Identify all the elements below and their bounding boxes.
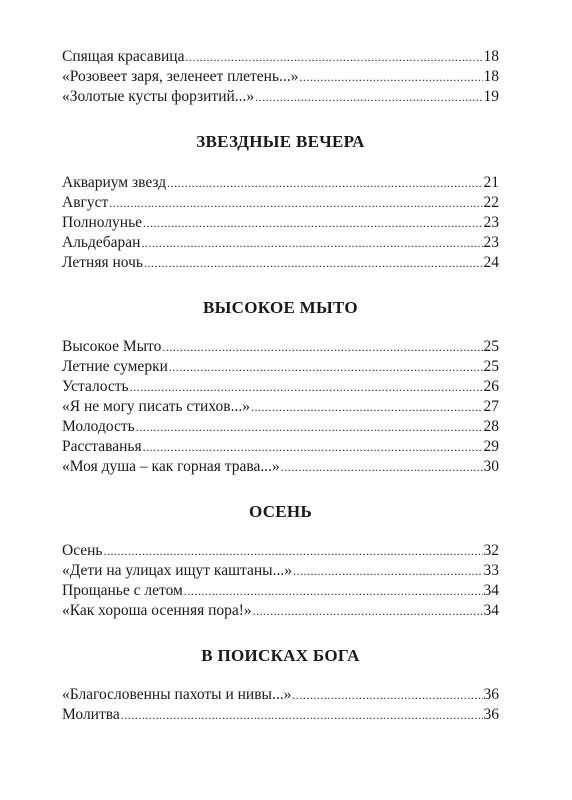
toc-entry[interactable] (62, 357, 499, 377)
section-heading: ЗВЕЗДНЫЕ ВЕЧЕРА (196, 132, 365, 151)
toc-entry[interactable] (62, 377, 499, 397)
toc-group (62, 645, 499, 725)
toc-entry-page: 18 (483, 48, 499, 65)
toc-entry-title: «Я не могу писать стихов...» (62, 398, 250, 415)
dot-leader (185, 47, 482, 67)
dot-leader (130, 377, 483, 397)
dot-leader (292, 685, 482, 705)
toc-entry-title: Летние сумерки (62, 358, 168, 375)
toc-entry-title: «Благословенны пахоты и нивы...» (62, 686, 292, 703)
toc-entry-page: 33 (483, 562, 499, 579)
toc-entry-page: 22 (483, 194, 499, 211)
toc-entry[interactable] (62, 87, 499, 107)
toc-entry-title: «Розовеет заря, зеленеет плетень...» (62, 68, 299, 85)
toc-entry-title: Летняя ночь (62, 254, 143, 271)
toc-entry-page: 34 (483, 582, 499, 599)
toc-entry-title: «Моя душа – как горная трава...» (62, 458, 280, 475)
toc-entry-page: 25 (483, 338, 499, 355)
dot-leader (109, 193, 482, 213)
toc-entry[interactable] (62, 561, 499, 581)
toc-entry-page: 27 (483, 398, 499, 415)
toc-entry-title: Расставанья (62, 438, 142, 455)
dot-leader (251, 397, 483, 417)
toc-entry-title: «Золотые кусты форзитий...» (62, 88, 255, 105)
toc-entry[interactable] (62, 253, 499, 273)
toc-entry-page: 29 (483, 438, 499, 455)
dot-leader (143, 437, 483, 457)
toc-entry-title: «Дети на улицах ищут каштаны...» (62, 562, 292, 579)
toc-entry-page: 25 (483, 358, 499, 375)
dot-leader (169, 357, 483, 377)
toc-group (62, 47, 499, 107)
section-heading: В ПОИСКАХ БОГА (201, 646, 360, 665)
dot-leader (293, 561, 483, 581)
toc-entry-title: Молитва (62, 706, 120, 723)
toc-entry-page: 26 (483, 378, 499, 395)
toc-entry-title: Аквариум звезд (62, 174, 167, 191)
toc-entry-page: 21 (483, 174, 499, 191)
toc-entry-page: 36 (483, 706, 499, 723)
toc-entry[interactable] (62, 397, 499, 417)
table-of-contents (62, 47, 499, 725)
section-heading: ВЫСОКОЕ МЫТО (203, 298, 358, 317)
dot-leader (136, 417, 483, 437)
toc-entry-page: 24 (483, 254, 499, 271)
toc-entry[interactable] (62, 601, 499, 621)
toc-entry-title: «Как хороша осенняя пора!» (62, 602, 252, 619)
toc-entry[interactable] (62, 67, 499, 87)
toc-entry-page: 23 (483, 234, 499, 251)
toc-entry[interactable] (62, 541, 499, 561)
toc-entry[interactable] (62, 705, 499, 725)
dot-leader (184, 581, 483, 601)
toc-entry[interactable] (62, 173, 499, 193)
dot-leader (144, 253, 483, 273)
toc-entry[interactable] (62, 437, 499, 457)
toc-entry-title: Август (62, 194, 109, 211)
dot-leader (299, 67, 482, 87)
toc-entry-page: 36 (483, 686, 499, 703)
toc-entry-title: Альдебаран (62, 234, 141, 251)
dot-leader (253, 601, 483, 621)
toc-entry[interactable] (62, 233, 499, 253)
dot-leader (143, 213, 482, 233)
toc-entry-title: Молодость (62, 418, 135, 435)
toc-entry-title: Усталость (62, 378, 129, 395)
toc-entry-title: Прощанье с летом (62, 582, 183, 599)
toc-entry-page: 28 (483, 418, 499, 435)
toc-entry-title: Осень (62, 542, 103, 559)
toc-entry-title: Спящая красавица (62, 48, 185, 65)
toc-entry[interactable] (62, 581, 499, 601)
dot-leader (255, 87, 482, 107)
dot-leader (104, 541, 483, 561)
toc-entry-page: 19 (483, 88, 499, 105)
toc-group (62, 501, 499, 621)
toc-group (62, 131, 499, 273)
toc-entry[interactable] (62, 337, 499, 357)
toc-entry[interactable] (62, 193, 499, 213)
toc-entry-page: 18 (483, 68, 499, 85)
toc-entry-title: Высокое Мыто (62, 338, 162, 355)
dot-leader (141, 233, 482, 253)
dot-leader (162, 337, 482, 357)
toc-entry[interactable] (62, 685, 499, 705)
toc-entry-page: 30 (483, 458, 499, 475)
dot-leader (167, 173, 482, 193)
toc-group (62, 297, 499, 477)
dot-leader (281, 457, 483, 477)
dot-leader (121, 705, 483, 725)
toc-entry[interactable] (62, 417, 499, 437)
toc-entry-page: 34 (483, 602, 499, 619)
toc-entry[interactable] (62, 213, 499, 233)
toc-entry-page: 32 (483, 542, 499, 559)
toc-entry[interactable] (62, 47, 499, 67)
section-heading: ОСЕНЬ (248, 502, 312, 521)
toc-entry-page: 23 (483, 214, 499, 231)
toc-entry[interactable] (62, 457, 499, 477)
toc-entry-title: Полнолунье (62, 214, 143, 231)
